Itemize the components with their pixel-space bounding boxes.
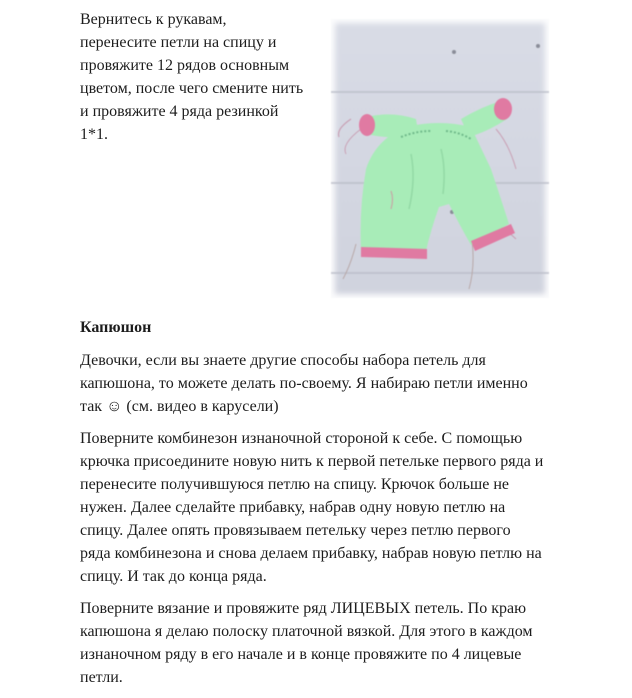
text-line: Поверните комбинезон изнаночной стороной к себе. С помощью xyxy=(80,430,523,447)
text-line: перенесите петли на спицу и xyxy=(80,34,277,51)
text-line: так ☺ (см. видео в карусели) xyxy=(80,398,279,415)
text-line: Девочки, если вы знаете другие способы набора петель для xyxy=(80,352,486,369)
text-line: спицу. Далее опять провязываем петельку через петлю первого xyxy=(80,522,511,539)
text-line: перенесите получившуюся петлю на спицу. Крючок больше не xyxy=(80,476,509,493)
text-line: петли. xyxy=(80,669,123,686)
paragraph xyxy=(80,597,580,689)
text-line: Вернитесь к рукавам, xyxy=(80,11,227,28)
text-line: Поверните вязание и провяжите ряд ЛИЦЕВЫХ петель. По краю xyxy=(80,600,527,617)
text-line: и провяжите 4 ряда резинкой xyxy=(80,103,279,120)
text-line: ряда комбинезона и снова делаем прибавку, набрав новую петлю на xyxy=(80,545,542,562)
intro-paragraph xyxy=(80,8,330,146)
romper-illustration xyxy=(331,19,549,298)
text-line: капюшона, то можете делать по-своему. Я набираю петли именно xyxy=(80,375,528,392)
paragraph xyxy=(80,427,580,588)
hood-section xyxy=(80,316,580,698)
photo-background xyxy=(331,19,549,298)
text-line: провяжите 12 рядов основным xyxy=(80,57,290,74)
text-line: 1*1. xyxy=(80,126,108,143)
text-line: капюшона я делаю полоску платочной вязкой. Для этого в каждом xyxy=(80,623,533,640)
romper-photo xyxy=(326,14,554,304)
section-heading: Капюшон xyxy=(80,319,152,336)
text-line: цветом, после чего смените нить xyxy=(80,80,304,97)
text-line: нужен. Далее сделайте прибавку, набрав одну новую петлю на xyxy=(80,499,506,516)
paragraph xyxy=(80,349,580,418)
text-line: изнаночном ряду в его начале и в конце провяжите по 4 лицевые xyxy=(80,646,522,663)
text-line: крючка присоедините новую нить к первой петельке первого ряда и xyxy=(80,453,544,470)
text-line: спицу. И так до конца ряда. xyxy=(80,568,267,585)
